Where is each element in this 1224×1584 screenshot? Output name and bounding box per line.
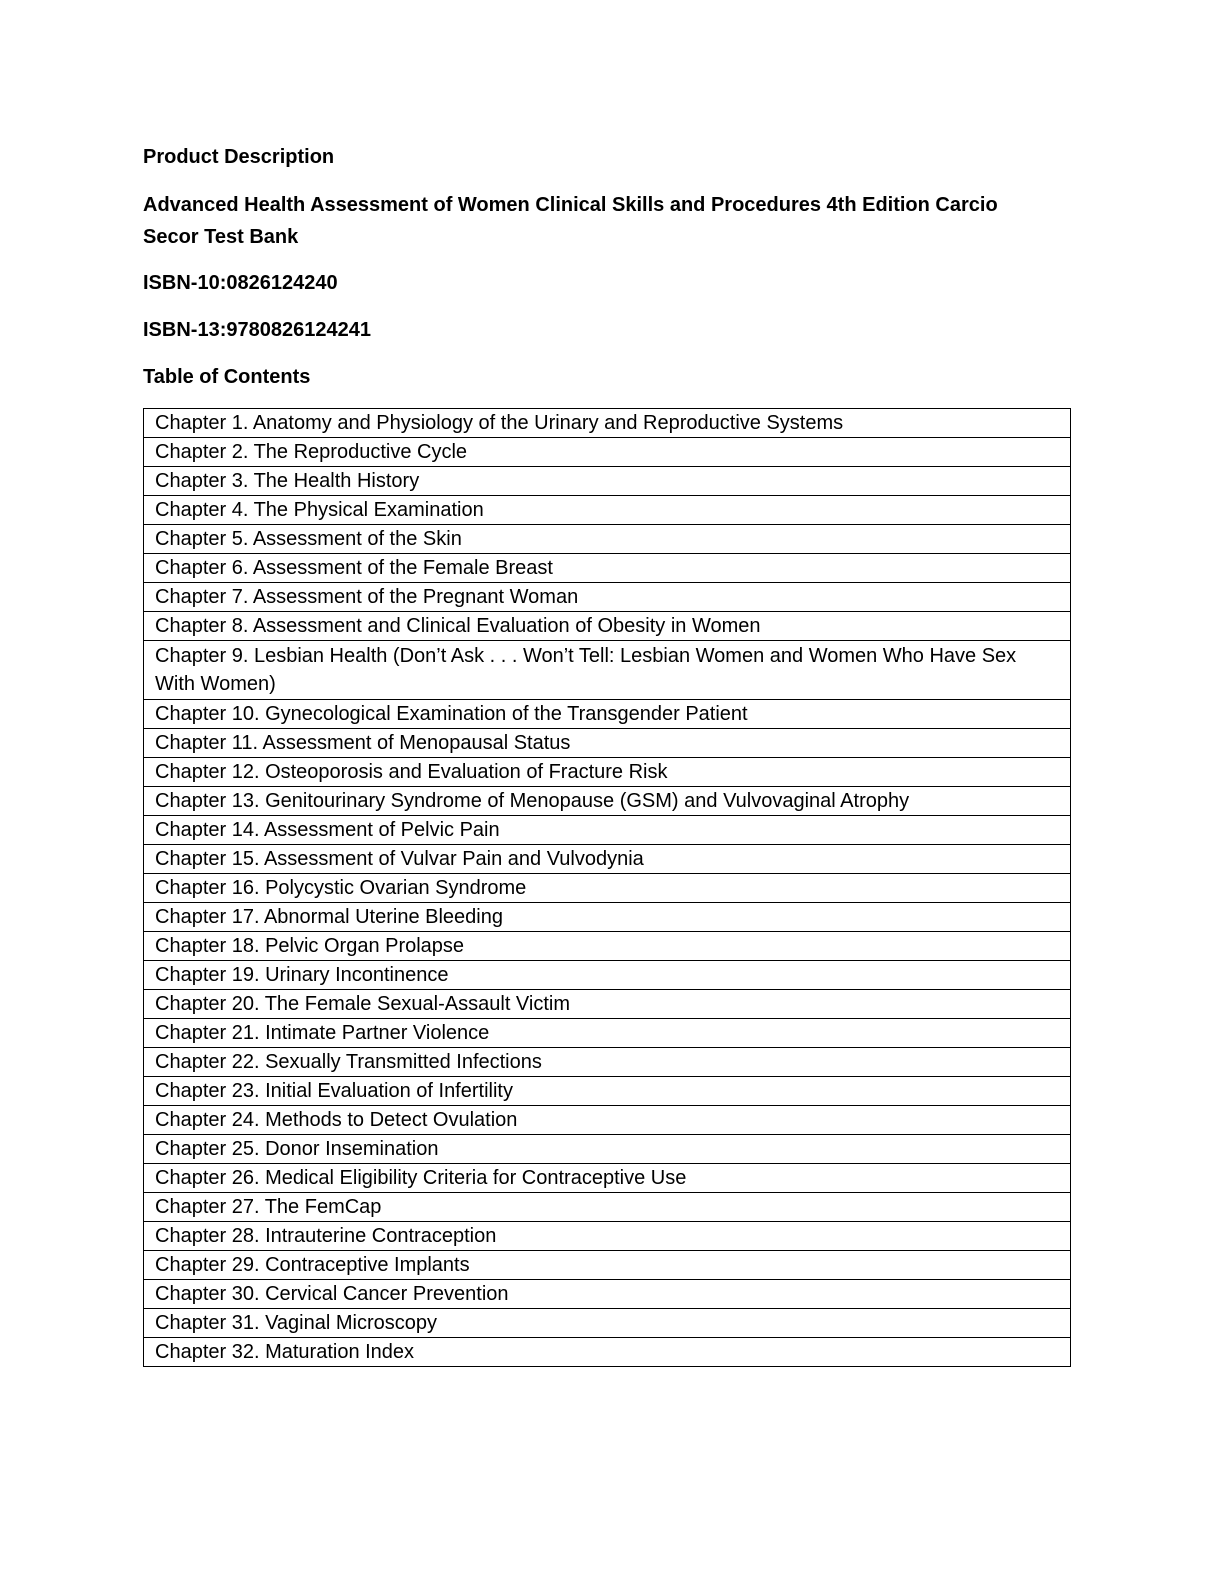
chapter-cell: Chapter 15. Assessment of Vulvar Pain and Vulvodynia (144, 845, 1071, 874)
table-row (144, 1077, 1071, 1106)
table-row (144, 1135, 1071, 1164)
chapter-cell: Chapter 19. Urinary Incontinence (144, 961, 1071, 990)
chapter-cell: Chapter 2. The Reproductive Cycle (144, 438, 1071, 467)
table-row (144, 1251, 1071, 1280)
table-row (144, 1280, 1071, 1309)
chapter-cell: Chapter 4. The Physical Examination (144, 496, 1071, 525)
chapter-cell: Chapter 21. Intimate Partner Violence (144, 1019, 1071, 1048)
table-row (144, 1048, 1071, 1077)
table-of-contents (143, 408, 1071, 1367)
table-row (144, 700, 1071, 729)
chapter-cell: Chapter 32. Maturation Index (144, 1338, 1071, 1367)
table-row (144, 1338, 1071, 1367)
isbn-13: ISBN-13:9780826124241 (143, 319, 371, 341)
chapter-cell: Chapter 30. Cervical Cancer Prevention (144, 1280, 1071, 1309)
table-row (144, 990, 1071, 1019)
table-row (144, 1222, 1071, 1251)
chapter-cell: Chapter 27. The FemCap (144, 1193, 1071, 1222)
chapter-cell: Chapter 8. Assessment and Clinical Evaluation of Obesity in Women (144, 612, 1071, 641)
table-row (144, 525, 1071, 554)
book-title: Advanced Health Assessment of Women Clinical Skills and Procedures 4th Edition Carcio Secor Test Bank (143, 194, 998, 248)
table-row (144, 961, 1071, 990)
table-row (144, 1106, 1071, 1135)
chapter-cell: Chapter 20. The Female Sexual-Assault Victim (144, 990, 1071, 1019)
table-row (144, 1164, 1071, 1193)
chapter-cell: Chapter 24. Methods to Detect Ovulation (144, 1106, 1071, 1135)
table-row (144, 874, 1071, 903)
table-row (144, 409, 1071, 438)
chapter-cell: Chapter 22. Sexually Transmitted Infections (144, 1048, 1071, 1077)
table-row (144, 1309, 1071, 1338)
chapter-cell: Chapter 1. Anatomy and Physiology of the Urinary and Reproductive Systems (144, 409, 1071, 438)
chapter-cell: Chapter 29. Contraceptive Implants (144, 1251, 1071, 1280)
table-row (144, 787, 1071, 816)
table-row (144, 729, 1071, 758)
chapter-cell: Chapter 25. Donor Insemination (144, 1135, 1071, 1164)
table-row (144, 583, 1071, 612)
table-row (144, 554, 1071, 583)
chapter-cell: Chapter 16. Polycystic Ovarian Syndrome (144, 874, 1071, 903)
table-row (144, 641, 1071, 700)
table-row (144, 1019, 1071, 1048)
table-row (144, 932, 1071, 961)
product-description-heading: Product Description (143, 146, 335, 168)
chapter-cell: Chapter 18. Pelvic Organ Prolapse (144, 932, 1071, 961)
table-row (144, 467, 1071, 496)
table-row (144, 612, 1071, 641)
chapter-cell: Chapter 7. Assessment of the Pregnant Woman (144, 583, 1071, 612)
chapter-cell: Chapter 3. The Health History (144, 467, 1071, 496)
table-row (144, 903, 1071, 932)
chapter-cell: Chapter 26. Medical Eligibility Criteria for Contraceptive Use (144, 1164, 1071, 1193)
table-row (144, 816, 1071, 845)
chapter-cell: Chapter 23. Initial Evaluation of Infertility (144, 1077, 1071, 1106)
table-of-contents-heading: Table of Contents (143, 366, 311, 388)
table-row (144, 758, 1071, 787)
chapter-cell: Chapter 6. Assessment of the Female Breast (144, 554, 1071, 583)
chapter-cell: Chapter 31. Vaginal Microscopy (144, 1309, 1071, 1338)
chapter-cell: Chapter 12. Osteoporosis and Evaluation of Fracture Risk (144, 758, 1071, 787)
table-row (144, 438, 1071, 467)
chapter-cell: Chapter 5. Assessment of the Skin (144, 525, 1071, 554)
table-row (144, 1193, 1071, 1222)
isbn-10: ISBN-10:0826124240 (143, 272, 338, 294)
table-row (144, 496, 1071, 525)
table-row (144, 845, 1071, 874)
chapter-cell: Chapter 9. Lesbian Health (Don’t Ask . . . Won’t Tell: Lesbian Women and Women Who Have Sex With Women) (144, 641, 1071, 700)
chapter-cell: Chapter 13. Genitourinary Syndrome of Menopause (GSM) and Vulvovaginal Atrophy (144, 787, 1071, 816)
chapter-cell: Chapter 11. Assessment of Menopausal Status (144, 729, 1071, 758)
chapter-cell: Chapter 28. Intrauterine Contraception (144, 1222, 1071, 1251)
chapter-cell: Chapter 14. Assessment of Pelvic Pain (144, 816, 1071, 845)
chapter-cell: Chapter 17. Abnormal Uterine Bleeding (144, 903, 1071, 932)
chapter-cell: Chapter 10. Gynecological Examination of the Transgender Patient (144, 700, 1071, 729)
